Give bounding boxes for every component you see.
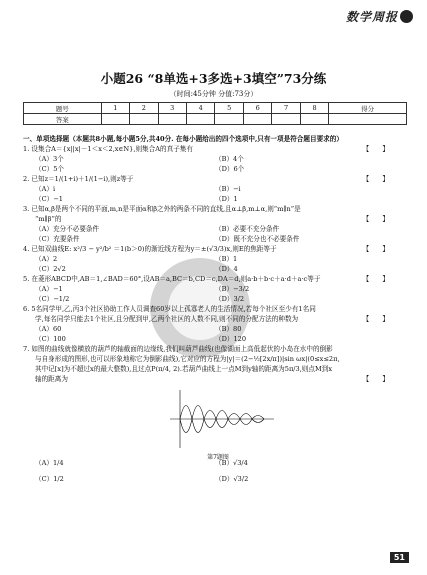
- answer-bracket: 【 】: [362, 145, 389, 153]
- page-number: 51: [390, 552, 409, 563]
- answer-table: [23, 102, 407, 125]
- option: （C）−1/2: [35, 295, 70, 303]
- option: （B）80: [215, 325, 242, 333]
- option: （C）1/2: [35, 475, 64, 483]
- table-row: [24, 114, 407, 125]
- answer-cell[interactable]: [158, 114, 186, 125]
- option: （B）−i: [215, 185, 241, 193]
- option: （B）4个: [215, 155, 244, 163]
- answer-bracket: 【 】: [362, 215, 389, 223]
- answer-cell[interactable]: [186, 114, 214, 125]
- table-row: [24, 103, 407, 114]
- row-label: 答案: [24, 114, 102, 125]
- answer-cell[interactable]: [329, 114, 407, 125]
- option: （D）√3/2: [215, 475, 249, 483]
- answer-cell[interactable]: [215, 114, 243, 125]
- section-heading: 一、单项选择题（本题共8小题,每小题5分,共40分. 在每小题给出的四个选项中,只有一项是符合题目要求的）: [23, 135, 343, 143]
- option: （A）i: [35, 185, 56, 193]
- answer-bracket: 【 】: [362, 175, 389, 183]
- question-stem: 学,每名同学只能去1个社区,且分配到甲,乙两个社区的人数不同,则不同的分配方法的种数为 【 】: [35, 315, 389, 323]
- gourd-curve-icon: [168, 388, 278, 450]
- logo-icon: [400, 10, 413, 23]
- brand-logo: 数学周报: [346, 8, 413, 25]
- gourd-curve-figure: [168, 388, 278, 461]
- option: （B）1: [215, 255, 238, 263]
- page-title: 小题26 “8单选+3多选+3填空”73分练: [100, 71, 327, 86]
- answer-bracket: 【 】: [362, 315, 389, 323]
- header-cell: 得分: [329, 103, 407, 114]
- header-cell: 题号: [24, 103, 102, 114]
- header-cell: 1: [101, 103, 129, 114]
- answer-cell[interactable]: [130, 114, 158, 125]
- answer-bracket: 【 】: [362, 245, 389, 253]
- option: （C）−1: [35, 195, 63, 203]
- header-cell: 6: [243, 103, 271, 114]
- header-cell: 5: [215, 103, 243, 114]
- question-stem: 与自身形成的图形,也可以形象地称它为倒影曲线),它对应的方程为|y|＝(2−½[2x/π])|sin ωx|(0≤x≤2π,: [35, 355, 340, 363]
- answer-cell[interactable]: [272, 114, 300, 125]
- option: （C）充要条件: [35, 235, 80, 243]
- option: （D）1: [215, 195, 238, 203]
- option: （A）1/4: [35, 459, 64, 467]
- figure-caption: 第7题图: [207, 454, 229, 461]
- answer-cell[interactable]: [300, 114, 328, 125]
- option: （A）充分不必要条件: [35, 225, 100, 233]
- option: （D）120: [215, 335, 247, 343]
- option: （C）2√2: [35, 265, 66, 273]
- answer-cell[interactable]: [101, 114, 129, 125]
- header-cell: 8: [300, 103, 328, 114]
- header-cell: 2: [130, 103, 158, 114]
- answer-bracket: 【 】: [362, 375, 389, 383]
- option: （A）2: [35, 255, 58, 263]
- question-stem: 7. 如图的曲线就像横放的葫芦的轴截面的边缘线,我们叫葫芦曲线(也像湖面上高低起伏的小岛在水中的倒影: [23, 345, 333, 353]
- option: （A）−1: [35, 285, 63, 293]
- option: （D）3/2: [215, 295, 245, 303]
- option: （A）3个: [35, 155, 64, 163]
- option: （B）−3/2: [215, 285, 250, 293]
- option: （C）100: [35, 335, 66, 343]
- option: （D）4: [215, 265, 238, 273]
- page-subtitle: （时间:45分钟 分值:73分）: [169, 90, 258, 98]
- question-stem: 5. 在菱形ABCD中,AB＝1,∠BAD＝60°,设AB＝a,BC＝b,CD＝c,DA＝d,则a·b＋b·c＋a·d＋a·c等于 【 】: [23, 275, 389, 283]
- option: （A）60: [35, 325, 62, 333]
- question-stem: 其中记[x]为不超过x的最大整数),且过点P(π/4, 2).若葫芦曲线上一点M到y轴的距离为5π/3,则点M到x: [35, 365, 333, 373]
- header-cell: 7: [272, 103, 300, 114]
- question-body: [23, 134, 407, 484]
- question-stem: 3. 已知α,β是两个不同的平面,m,n是平面α和β之外的两条不同的直线,且α⊥β,m⊥α,则“m∥n”是: [23, 205, 301, 213]
- question-stem: 2. 已知z＝1/(1+i)＋1/(1−i),则z等于 【 】: [23, 175, 389, 183]
- question-stem: 1. 设集合A＝{x||x|－1＜x＜2,x∈N},则集合A的真子集有 【 】: [23, 145, 389, 153]
- header-cell: 4: [186, 103, 214, 114]
- option: （B）必要不充分条件: [215, 225, 280, 233]
- answer-bracket: 【 】: [362, 275, 389, 283]
- question-stem: 4. 已知双曲线E: x²/3 − y²/b² ＝1(b＞0)的渐近线方程为y＝±(√3/3)x,则E的焦距等于 【 】: [23, 245, 389, 253]
- option: （D）既不充分也不必要条件: [215, 235, 300, 243]
- question-stem: “m∥β”的 【 】: [35, 215, 389, 223]
- question-stem: 6. 5名同学甲,乙,丙3个社区协助工作人员调查60岁以上孤寡老人的生活情况,若每个社区至少有1名同: [23, 305, 316, 313]
- option: （D）6个: [215, 165, 245, 173]
- option: （C）5个: [35, 165, 65, 173]
- header-cell: 3: [158, 103, 186, 114]
- question-stem: 轴的距离为 【 】: [35, 375, 389, 383]
- option: （B）√3/4: [215, 459, 248, 467]
- answer-cell[interactable]: [243, 114, 271, 125]
